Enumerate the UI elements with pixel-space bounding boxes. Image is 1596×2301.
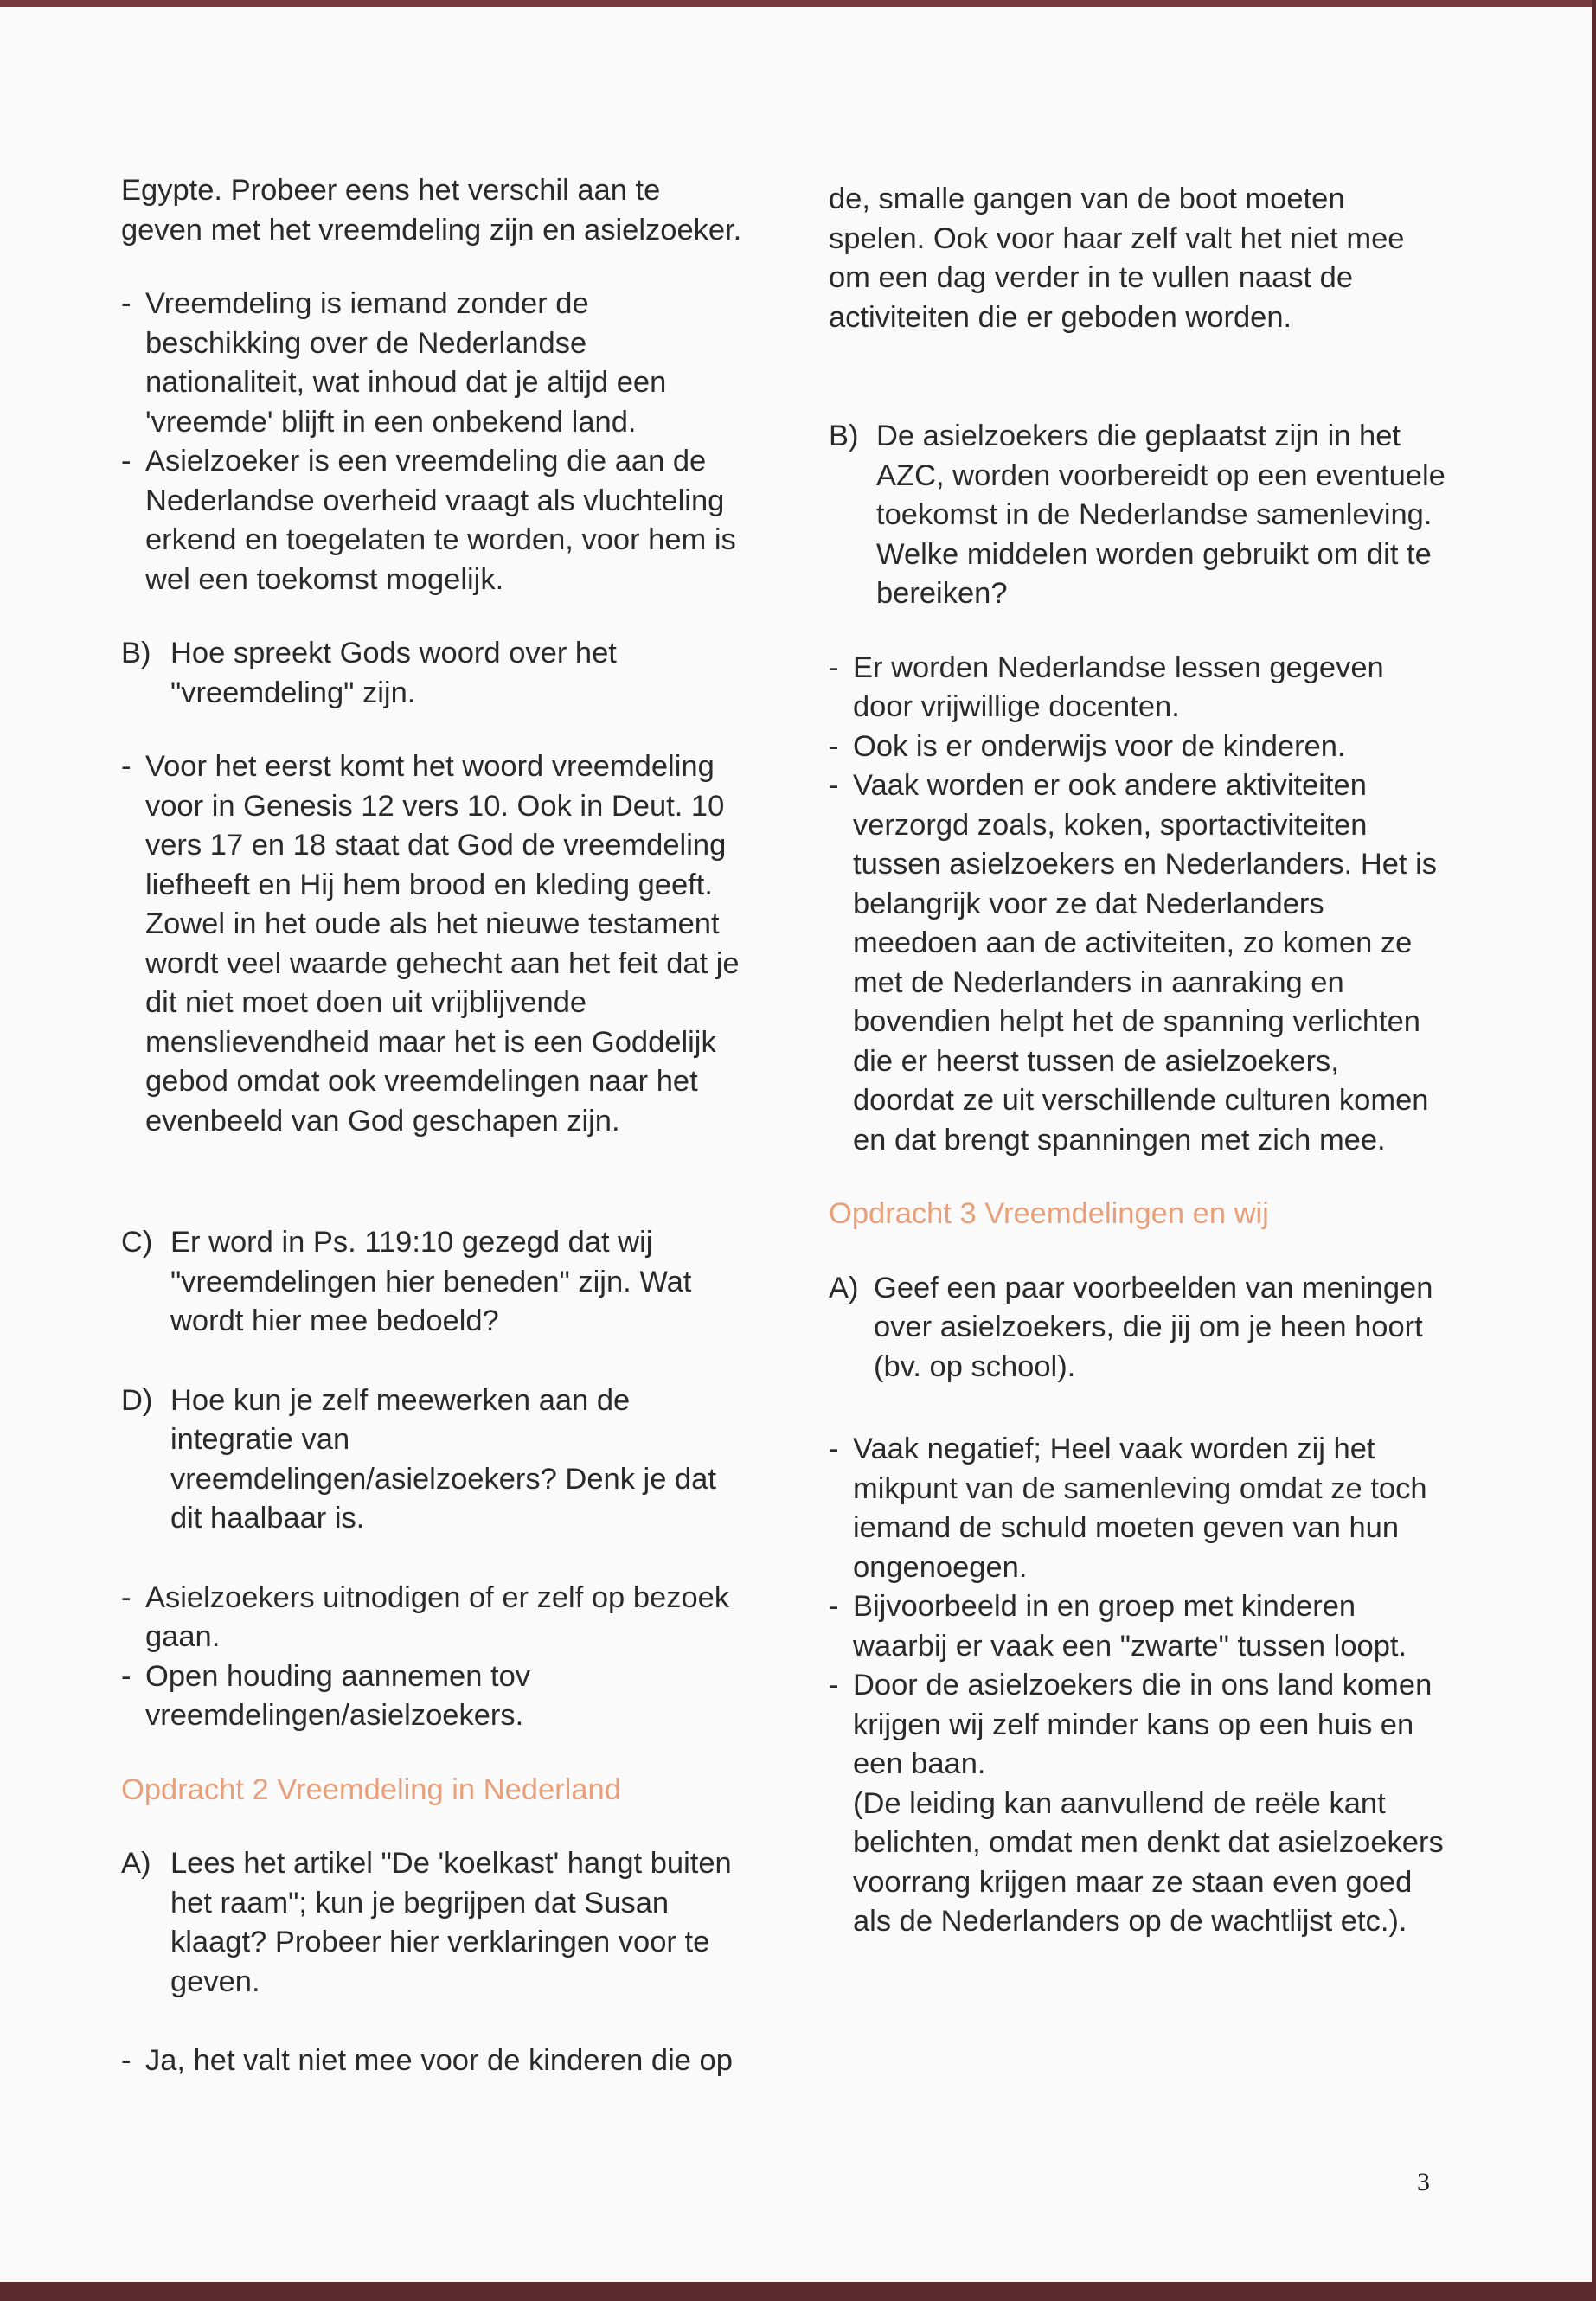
definition-vreemdeling: - Vreemdeling is iemand zonder de beschikking over de Nederlandse nationaliteit, wat inhoud dat je altijd een 'vreemde' blijft in een onbekend land. [121, 285, 744, 442]
answer-2a-continued: de, smalle gangen van de boot moeten spelen. Ook voor haar zelf valt het niet mee om een dag verder in te vullen naast de activiteiten die er geboden worden. [829, 183, 1405, 334]
leader-note: (De leiding kan aanvullend de reële kant belichten, omdat men denkt dat asielzoekers voorrang krijgen maar ze staan even goed als de Nederlanders op de wachtlijst etc.). [853, 1786, 1444, 1938]
question-letter: B) [829, 420, 859, 452]
question-text: Hoe kun je zelf meewerken aan de integratie van vreemdelingen/asielzoekers? Denk je dat dit haalbaar is. [170, 1383, 716, 1535]
answer-2b-1: - Er worden Nederlandse lessen gegeven door vrijwillige docenten. [829, 649, 1447, 727]
question-text: Er word in Ps. 119:10 gezegd dat wij "vreemdelingen hier beneden" zijn. Wat wordt hier mee bedoeld? [170, 1226, 692, 1337]
answer-2b-3: - Vaak worden er ook andere aktiviteiten verzorgd zoals, koken, sportactiviteiten tussen asielzoekers en Nederlanders. Het is belangrijk voor ze dat Nederlanders meedoen aan de activiteiten, zo komen ze met de Nederlanders in aanraking en bovendien helpt het de spanning verlichten die er heerst tussen de asielzoekers, doordat ze uit verschillende culturen komen en dat brengt spanningen met zich mee. [829, 766, 1447, 1160]
question-d [121, 1381, 744, 1539]
answer-2b-2: - Ook is er onderwijs voor de kinderen. [829, 727, 1447, 767]
section-heading-opdracht-3: Opdracht 3 Vreemdelingen en wij [829, 1197, 1269, 1230]
right-column [829, 180, 1447, 1942]
section-heading-opdracht-2: Opdracht 2 Vreemdeling in Nederland [121, 1772, 621, 1806]
question-letter: D) [121, 1383, 153, 1417]
answer-3a-3: - Door de asielzoekers die in ons land komen krijgen wij zelf minder kans op een huis en een baan. [829, 1666, 1447, 1785]
answer-3a-2: - Bijvoorbeeld in en groep met kinderen waarbij er vaak een "zwarte" tussen loopt. [829, 1587, 1447, 1666]
question-text: Geef een paar voorbeelden van meningen over asielzoekers, die jij om je heen hoort (bv. op school). [874, 1271, 1433, 1383]
question-letter: C) [121, 1226, 153, 1259]
intro-text: Egypte. Probeer eens het verschil aan te geven met het vreemdeling zijn en asielzoeker. [121, 174, 742, 247]
answer-3a-1: - Vaak negatief; Heel vaak worden zij het mikpunt van de samenleving omdat ze toch iemand de schuld moeten geven van hun ongenoegen. [829, 1430, 1447, 1587]
question-2b [829, 417, 1447, 614]
question-c [121, 1223, 744, 1342]
question-text: Hoe spreekt Gods woord over het "vreemdeling" zijn. [170, 637, 617, 709]
answer-2a-start: - Ja, het valt niet mee voor de kinderen die op [121, 2041, 744, 2081]
question-letter: A) [829, 1271, 859, 1304]
question-2a [121, 1844, 744, 2002]
left-column [121, 171, 744, 2081]
question-text: De asielzoekers die geplaatst zijn in het AZC, worden voorbereidt op een eventuele toekomst in de Nederlandse samenleving. Welke middelen worden gebruikt om dit te bereiken? [876, 420, 1445, 610]
question-letter: B) [121, 637, 151, 670]
answer-d-1: - Asielzoekers uitnodigen of er zelf op bezoek gaan. [121, 1579, 744, 1657]
answer-b: - Voor het eerst komt het woord vreemdeling voor in Genesis 12 vers 10. Ook in Deut. 10 vers 17 en 18 staat dat God de vreemdeling liefheeft en Hij hem brood en kleding geeft. Zowel in het oude als het nieuwe testament wordt veel waarde gehecht aan het feit dat je dit niet moet doen uit vrijblijvende menslievendheid maar het is een Goddelijk gebod omdat ook vreemdelingen naar het evenbeeld van God geschapen zijn. [121, 747, 744, 1141]
question-b [121, 634, 744, 713]
question-3a [829, 1269, 1447, 1388]
page-number: 3 [1417, 2168, 1430, 2196]
answer-d-2: - Open houding aannemen tov vreemdelingen/asielzoekers. [121, 1657, 744, 1736]
question-letter: A) [121, 1847, 151, 1880]
definition-asielzoeker: - Asielzoeker is een vreemdeling die aan de Nederlandse overheid vraagt als vluchteling erkend en toegelaten te worden, voor hem is wel een toekomst mogelijk. [121, 442, 744, 599]
question-text: Lees het artikel "De 'koelkast' hangt buiten het raam"; kun je begrijpen dat Susan klaagt? Probeer hier verklaringen voor te geven. [170, 1847, 732, 1998]
